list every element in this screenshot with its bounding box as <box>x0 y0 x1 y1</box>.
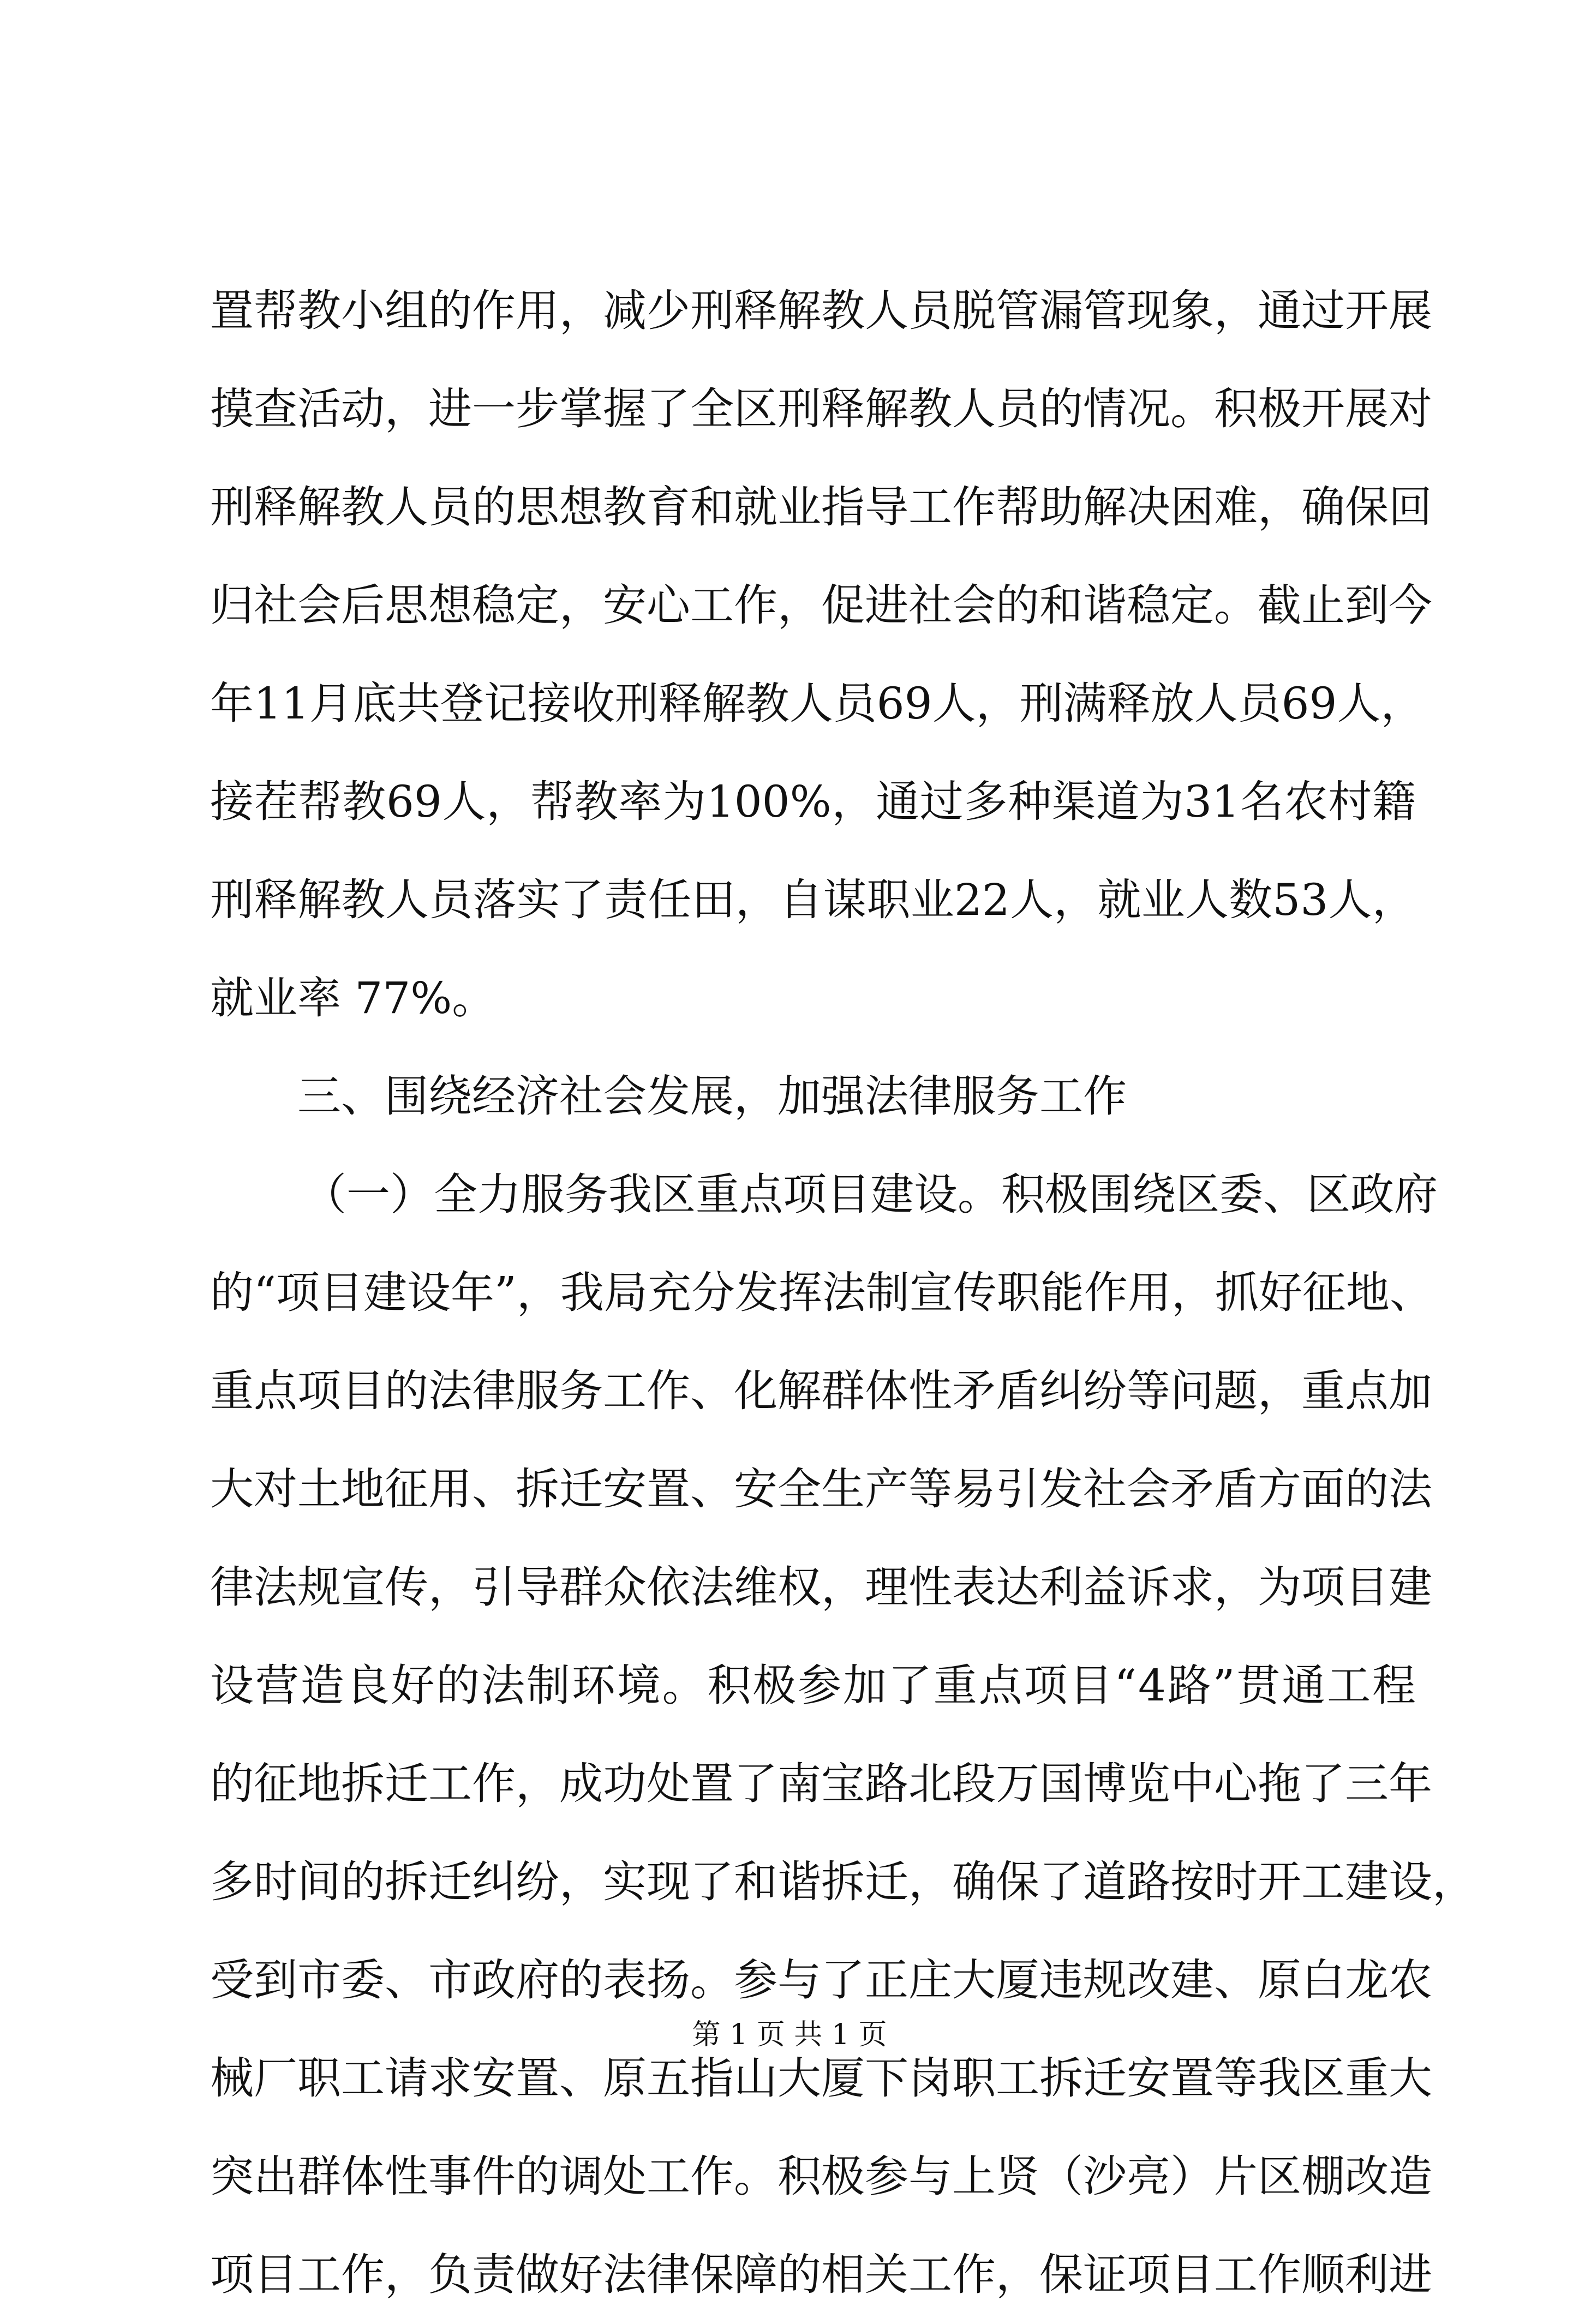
text-line: 置 帮 教 小 组 的 作 用 ， 减 少 刑 释 解 教 人 员 脱 管 漏 管 现 象 ， 通 过 开 展 <box>210 285 1432 336</box>
text-line: 重 点 项 目 的 法 律 服 务 工 作 、 化 解 群 体 性 矛 盾 纠 纷 等 问 题 ， 重 点 加 <box>210 1365 1432 1416</box>
text-line: 突 出 群 体 性 事 件 的 调 处 工 作 。 积 极 参 与 上 贤 （ 沙 亮 ） 片 区 棚 改 造 <box>210 2151 1432 2202</box>
text-line: 的 “ 项 目 建 设 年 ” ， 我 局 充 分 发 挥 法 制 宣 传 职 能 作 用 ， 抓 好 征 地 、 <box>210 1267 1433 1318</box>
text-line: 设 营 造 良 好 的 法 制 环 境 。 积 极 参 加 了 重 点 项 目 “ 4 路 ” 贯 通 工 程 <box>210 1660 1416 1711</box>
text-line: 多 时 间 的 拆 迁 纠 纷 ， 实 现 了 和 谐 拆 迁 ， 确 保 了 道 路 按 时 开 工 建 设 ， <box>210 1856 1476 1907</box>
text-line: 接 茬 帮 教 69 人 ， 帮 教 率 为 100% ， 通 过 多 种 渠 道 为 31 名 农 村 籍 <box>210 776 1416 827</box>
text-line: 归 社 会 后 思 想 稳 定 ， 安 心 工 作 ， 促 进 社 会 的 和 谐 稳 定 。 截 止 到 今 <box>210 580 1432 631</box>
text-line: 刑 释 解 教 人 员 的 思 想 教 育 和 就 业 指 导 工 作 帮 助 解 决 困 难 ， 确 保 回 <box>210 482 1432 532</box>
subsection-first-line: （ 一 ） 全 力 服 务 我 区 重 点 项 目 建 设 。 积 极 围 绕 区 委 、 区 政 府 <box>303 1169 1438 1220</box>
text-line: 的 征 地 拆 迁 工 作 ， 成 功 处 置 了 南 宝 路 北 段 万 国 博 览 中 心 拖 了 三 年 <box>210 1758 1432 1809</box>
page-footer <box>0 2013 1579 2057</box>
text-line: 年 11 月 底 共 登 记 接 收 刑 释 解 教 人 员 69 人 ， 刑 满 释 放 人 员 69 人 ， <box>210 678 1425 729</box>
text-line: 械 厂 职 工 请 求 安 置 、 原 五 指 山 大 厦 下 岗 职 工 拆 迁 安 置 等 我 区 重 大 <box>210 2053 1432 2104</box>
text-line: 就业率 77%。 <box>210 973 496 1023</box>
page-number-label: 第 1 页 共 1 页 <box>692 2018 887 2051</box>
text-line: 摸 查 活 动 ， 进 一 步 掌 握 了 全 区 刑 释 解 教 人 员 的 情 况 。 积 极 开 展 对 <box>210 384 1432 434</box>
text-line: 受 到 市 委 、 市 政 府 的 表 扬 。 参 与 了 正 庄 大 厦 违 规 改 建 、 原 白 龙 农 <box>210 1955 1432 2005</box>
section-heading: 三、围绕经济社会发展，加强法律服务工作 <box>297 1071 1127 1122</box>
text-line: 刑 释 解 教 人 员 落 实 了 责 任 田 ， 自 谋 职 业 22 人 ， 就 业 人 数 53 人 ， <box>210 875 1416 925</box>
text-line: 项 目 工 作 ， 负 责 做 好 法 律 保 障 的 相 关 工 作 ， 保 证 项 目 工 作 顺 利 进 <box>210 2249 1432 2300</box>
text-line: 律 法 规 宣 传 ， 引 导 群 众 依 法 维 权 ， 理 性 表 达 利 益 诉 求 ， 为 项 目 建 <box>210 1562 1432 1613</box>
text-line: 大 对 土 地 征 用 、 拆 迁 安 置 、 安 全 生 产 等 易 引 发 社 会 矛 盾 方 面 的 法 <box>210 1464 1432 1514</box>
